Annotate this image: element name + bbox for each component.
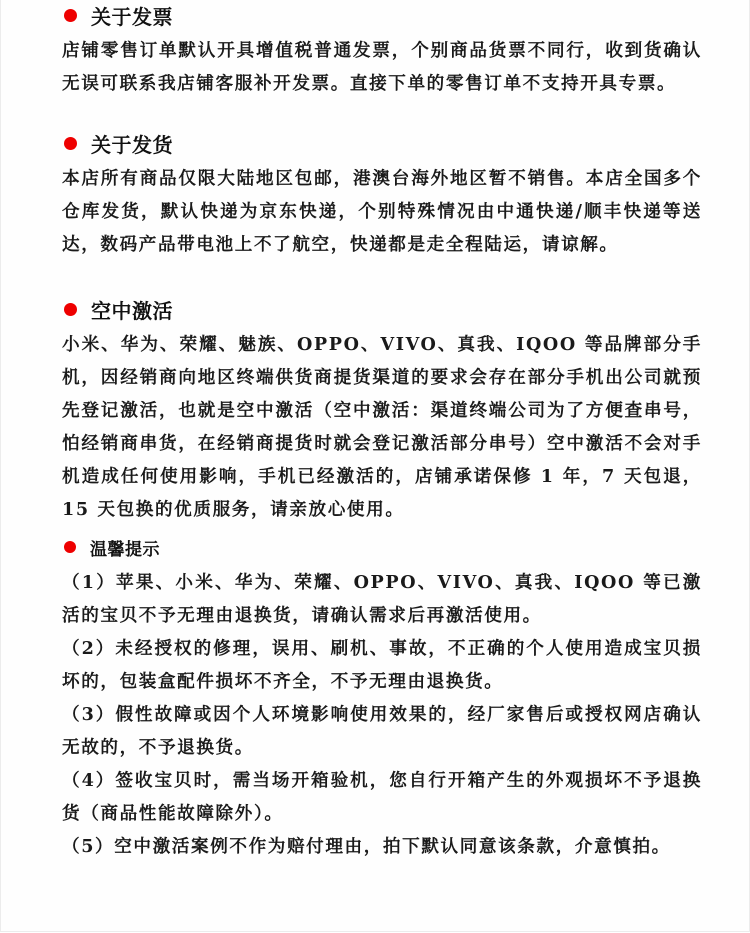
section-invoice <box>62 2 702 100</box>
section-body <box>62 34 702 100</box>
tip-item: （3）假性故障或因个人环境影响使用效果的，经厂家售后或授权网店确认无故的，不予退换货。 <box>62 704 702 758</box>
section-tips <box>62 534 702 863</box>
section-title: 空中激活 <box>91 298 173 323</box>
section-heading <box>62 296 702 322</box>
section-heading <box>62 534 702 560</box>
tip-item: （2）未经授权的修理，误用、刷机、事故，不正确的个人使用造成宝贝损坏的，包装盒配件损坏不齐全，不予无理由退换货。 <box>62 638 702 692</box>
section-paragraph: 本店所有商品仅限大陆地区包邮，港澳台海外地区暂不销售。本店全国多个仓库发货，默认快递为京东快递，个别特殊情况由中通快递/顺丰快递等送达，数码产品带电池上不了航空，快递都是走全程陆运，请谅解。 <box>62 168 702 255</box>
section-body <box>62 328 702 526</box>
section-paragraph: 小米、华为、荣耀、魅族、OPPO、VIVO、真我、IQOO 等品牌部分手机，因经销商向地区终端供货商提货渠道的要求会存在部分手机出公司就预先登记激活，也就是空中激活（空中激活：渠道终端公司为了方便查串号，怕经销商串货，在经销商提货时就会登记激活部分串号）空中激活不会对手机造成任何使用影响，手机已经激活的，店铺承诺保修 1 年，7 天包退，15 天包换的优质服务，请亲放心使用。 <box>62 334 702 520</box>
red-bullet-icon <box>64 137 77 150</box>
section-shipping <box>62 130 702 261</box>
section-title: 关于发货 <box>91 132 173 157</box>
tip-item: （1）苹果、小米、华为、荣耀、OPPO、VIVO、真我、IQOO 等已激活的宝贝不予无理由退换货，请确认需求后再激活使用。 <box>62 572 702 626</box>
tip-item: （5）空中激活案例不作为赔付理由，拍下默认同意该条款，介意慎拍。 <box>62 836 671 857</box>
red-bullet-icon <box>64 9 77 22</box>
section-heading <box>62 2 702 28</box>
section-body <box>62 162 702 261</box>
section-air-activation <box>62 296 702 526</box>
section-paragraph: 店铺零售订单默认开具增值税普通发票，个别商品货票不同行，收到货确认无误可联系我店铺客服补开发票。直接下单的零售订单不支持开具专票。 <box>62 40 702 94</box>
tip-item: （4）签收宝贝时，需当场开箱验机，您自行开箱产生的外观损坏不予退换货（商品性能故障除外）。 <box>62 770 702 824</box>
tips-list <box>62 566 702 863</box>
section-title: 温馨提示 <box>90 539 160 560</box>
section-heading <box>62 130 702 156</box>
section-title: 关于发票 <box>91 4 173 29</box>
red-bullet-icon <box>64 303 77 316</box>
red-bullet-icon <box>64 541 76 553</box>
